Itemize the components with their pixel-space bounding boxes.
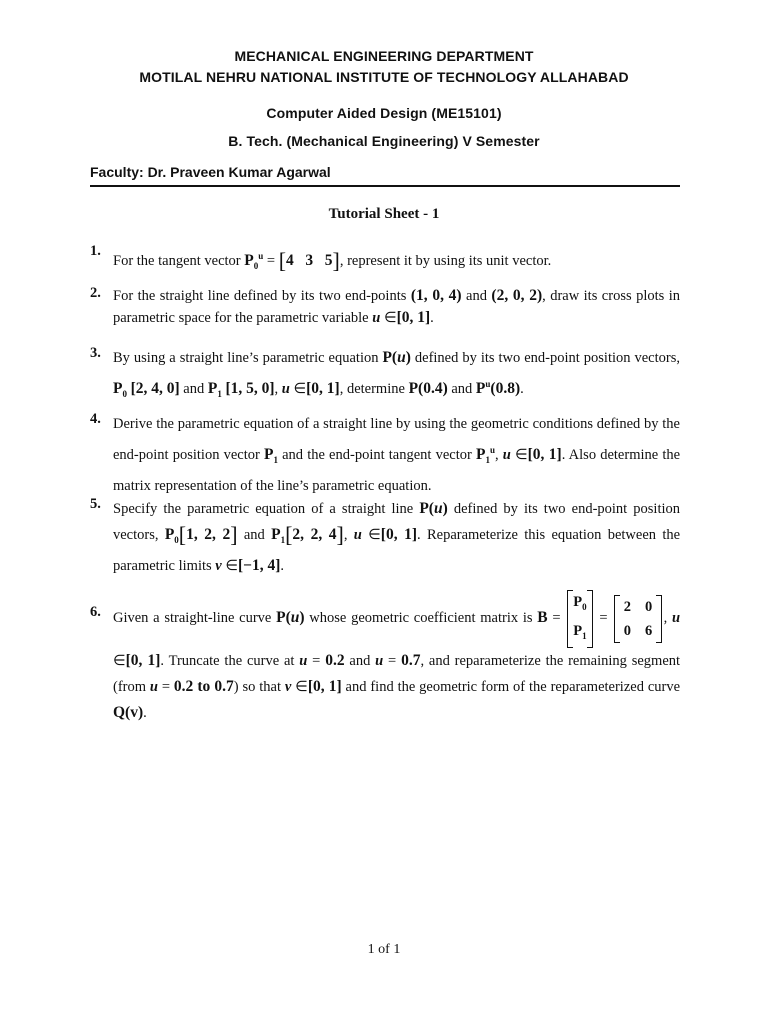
question-text: . Also determine the matrix representation of the line’s parametric equation. [113, 447, 681, 495]
question-1: 1. For the tangent vector $P_0^u = [4$ 3 5], represent it by using its unit vector. [90, 243, 552, 274]
question-text: For the straight line defined by its two end-points [113, 288, 407, 304]
question-text: and [183, 381, 205, 398]
program-title: B. Tech. (Mechanical Engineering) V Semester [228, 133, 540, 149]
question-text: By using a straight line’s parametric equation [113, 350, 379, 366]
question-text: and the end-point tangent vector [282, 447, 472, 464]
question-text: and [451, 381, 473, 398]
question-text: , and reparameterize the remaining segment (from [113, 652, 681, 695]
position-vector-p1: [1, 5, 0] [225, 380, 275, 398]
evaluation-point-2: (0.8) [490, 380, 521, 398]
reparameterized-curve: Q(v) [113, 703, 144, 721]
question-number: 5. [90, 496, 101, 512]
question-6: 6. Given a straight-line curve P(u) whose geometric coefficient matrix is B = $P_0$ $P_1$ = 2 0 0 6 , u ∈[0, 1]. Truncate the curve at u = 0.2 and u = 0.7, and reparameterize the remaining segment (from u = 0.2 to 0.7) so that v ∈[0, 1] and find the geometric form of the reparameterized curve Q(v). [90, 590, 680, 726]
position-vector-p0: 1, 2, 2 [186, 526, 231, 543]
faculty-line: Faculty: Dr. Praveen Kumar Agarwal [90, 164, 331, 180]
v-parameter-range: [−1, 4] [237, 557, 281, 575]
parameter-range: [0, 1] [380, 526, 418, 543]
matrix-cell: 2 [623, 598, 631, 615]
segment-range: 0.2 to 0.7 [173, 677, 234, 695]
end-point-1: (1, 0, 4) [410, 287, 462, 304]
question-5: 5. Specify the parametric equation of a straight line P(u) defined by its two end-point position vectors, $P_0[1$, 2, 2] and $P_1[2$, 2, 4], u ∈[0, 1]. Reparameterize this equation between the parametric limits v ∈[−1, 4]. [90, 496, 681, 575]
question-text: defined by its two end-point position vectors, [113, 501, 681, 543]
question-text: defined by its two end-point position vectors, [414, 350, 680, 366]
course-title: Computer Aided Design (ME15101) [266, 105, 502, 121]
coefficient-matrix [614, 595, 661, 643]
v-parameter-range: [0, 1] [307, 677, 342, 695]
matrix-cell: 0 [644, 598, 653, 615]
question-number: 3. [90, 345, 101, 361]
question-4: 4. Derive the parametric equation of a straight line by using the geometric conditions defined by the end-point position vector $P_1$ and the end-point tangent vector $P_1^u$, u ∈[0, 1]. Also determine the matrix representation of the line’s parametric equation. [90, 411, 681, 495]
sheet-title: Tutorial Sheet - 1 [328, 206, 440, 222]
parameter-range: [0, 1] [306, 380, 340, 398]
question-number: 2. [90, 285, 101, 301]
question-2: 2. For the straight line defined by its two end-points (1, 0, 4) and (2, 0, 2), draw its cross plots in parametric space for the parametric variable u ∈[0, 1]. [90, 285, 680, 326]
tangent-vector-values: 4 3 5 [286, 252, 333, 270]
question-text: . Reparameterize this equation between the parametric limits [113, 527, 681, 575]
question-text: Given a straight-line curve [113, 610, 272, 627]
end-point-2: (2, 0, 2) [491, 287, 543, 304]
question-text: ) so that [233, 678, 281, 695]
question-text: and [349, 652, 371, 669]
department-heading: MECHANICAL ENGINEERING DEPARTMENT [234, 48, 534, 64]
question-text: , determine [339, 381, 405, 398]
question-number: 6. [90, 604, 101, 620]
question-text: and [466, 288, 487, 304]
matrix-cell: 6 [644, 622, 653, 639]
question-text: For the tangent vector [113, 253, 241, 270]
page-number: 1 of 1 [367, 942, 401, 957]
question-text: whose geometric coefficient matrix is [309, 610, 533, 627]
question-text: Derive the parametric equation of a straight line by using the geometric conditions defined by the end-point position vector [113, 416, 680, 464]
parameter-range: [0, 1] [125, 651, 161, 669]
matrix-cell: 0 [623, 622, 631, 639]
question-number: 1. [90, 243, 101, 259]
truncation-value-2: 0.7 [401, 651, 421, 669]
question-text: , draw its cross plots in parametric space for the parametric variable [113, 288, 680, 326]
question-number: 4. [90, 411, 101, 427]
question-3: 3. By using a straight line’s parametric equation P(u) defined by its two end-point position vectors, $P_0$ [2, 4, 0] and $P_1$ [1, 5, 0], u ∈[0, 1], determine P(0.4) and $P^u(0.8)$. [90, 345, 680, 400]
p-matrix: $P_0$ $P_1$ [567, 590, 592, 648]
question-text: and [243, 527, 265, 543]
question-text: Specify the parametric equation of a straight line [113, 501, 414, 517]
question-text: and find the geometric form of the reparameterized curve [345, 678, 681, 695]
evaluation-point-1: P(0.4) [408, 380, 448, 398]
position-vector-p1: 2, 2, 4 [292, 526, 337, 543]
question-text: , represent it by using its unit vector. [339, 253, 552, 270]
position-vector-p0: [2, 4, 0] [130, 380, 180, 398]
question-text: . Truncate the curve at [160, 652, 295, 669]
header-divider [90, 185, 680, 187]
institute-heading: MOTILAL NEHRU NATIONAL INSTITUTE OF TECHNOLOGY ALLAHABAD [139, 69, 629, 85]
parameter-range: [0, 1] [396, 309, 431, 326]
parameter-range: [0, 1] [527, 446, 562, 464]
truncation-value-1: 0.2 [325, 651, 345, 669]
tangent-vector-symbol: $P_0^u$ [244, 251, 264, 272]
